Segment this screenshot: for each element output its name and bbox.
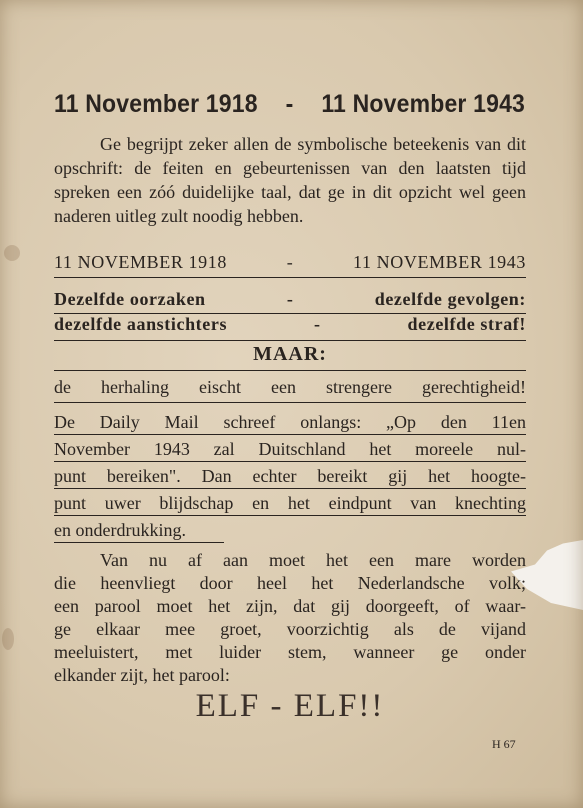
text-line: een parool moet het zijn, dat gij doorgeeft, of waar- bbox=[54, 596, 526, 616]
maar-heading: MAAR: bbox=[253, 343, 327, 365]
caps-date-1918: 11 NOVEMBER 1918 bbox=[54, 252, 227, 272]
caps-date-1943: 11 NOVEMBER 1943 bbox=[353, 252, 526, 272]
rule bbox=[54, 488, 526, 489]
text-line: meeluistert, met luider stem, wanneer ge onder bbox=[54, 642, 526, 662]
heading-date-1918: 11 November 1918 bbox=[54, 90, 258, 118]
rule bbox=[54, 461, 526, 462]
rule bbox=[54, 313, 526, 314]
rule bbox=[54, 370, 526, 371]
text-line: punt bereiken". Dan echter bereikt gij het hoogte- bbox=[54, 466, 526, 486]
bold-line-part: dezelfde aanstichters bbox=[54, 314, 228, 334]
stain bbox=[2, 628, 14, 650]
closing-paragraph bbox=[54, 549, 526, 687]
text-line: De Daily Mail schreef onlangs: „Op den 11en bbox=[54, 412, 526, 432]
text-line: November 1943 zal Duitschland het moreele nul- bbox=[54, 439, 526, 459]
rule bbox=[54, 340, 526, 341]
caps-dash: - bbox=[286, 252, 294, 272]
caps-date-line bbox=[54, 252, 526, 273]
text-line: elkander zijt, het parool: bbox=[54, 665, 230, 685]
document-heading bbox=[54, 90, 525, 119]
herhaling-line: de herhaling eischt een strengere gerechtigheid! bbox=[54, 377, 526, 397]
bold-line-part: dezelfde straf! bbox=[407, 314, 526, 334]
bold-line-part: dezelfde gevolgen: bbox=[374, 289, 526, 309]
bold-statement bbox=[54, 287, 526, 337]
stain bbox=[4, 245, 20, 261]
bold-line bbox=[54, 312, 526, 337]
bold-line-dash: - bbox=[286, 289, 294, 309]
slogan: ELF - ELF!! bbox=[195, 688, 385, 724]
heading-dash: - bbox=[285, 90, 294, 118]
leaflet-code: H 67 bbox=[492, 737, 516, 751]
rule bbox=[54, 277, 526, 278]
text-line: punt uwer blijdschap en het eindpunt van knechting bbox=[54, 493, 526, 513]
text-line: en onderdrukking. bbox=[54, 520, 186, 540]
text-line: Van nu af aan moet het een mare worden bbox=[100, 550, 526, 570]
rule bbox=[54, 402, 526, 403]
heading-date-1943: 11 November 1943 bbox=[321, 90, 526, 118]
rule bbox=[54, 434, 526, 435]
bold-line bbox=[54, 287, 526, 312]
bold-line-dash: - bbox=[314, 314, 321, 334]
bold-line-part: Dezelfde oorzaken bbox=[54, 289, 206, 309]
intro-paragraph: Ge begrijpt zeker allen de symbolische beteekenis van dit opschrift: de feiten en gebeurtenissen van den laatsten tijd spreken een zóó duidelijke taal, dat ge in dit opzicht wel geen naderen uitleg zult noodig hebben. bbox=[54, 134, 526, 226]
text-line: die heenvliegt door heel het Nederlandsche volk; bbox=[54, 573, 526, 593]
rule bbox=[54, 515, 526, 516]
rule bbox=[54, 542, 224, 543]
daily-mail-paragraph bbox=[54, 409, 526, 544]
text-line: ge elkaar mee groet, voorzichtig als de vijand bbox=[54, 619, 526, 639]
